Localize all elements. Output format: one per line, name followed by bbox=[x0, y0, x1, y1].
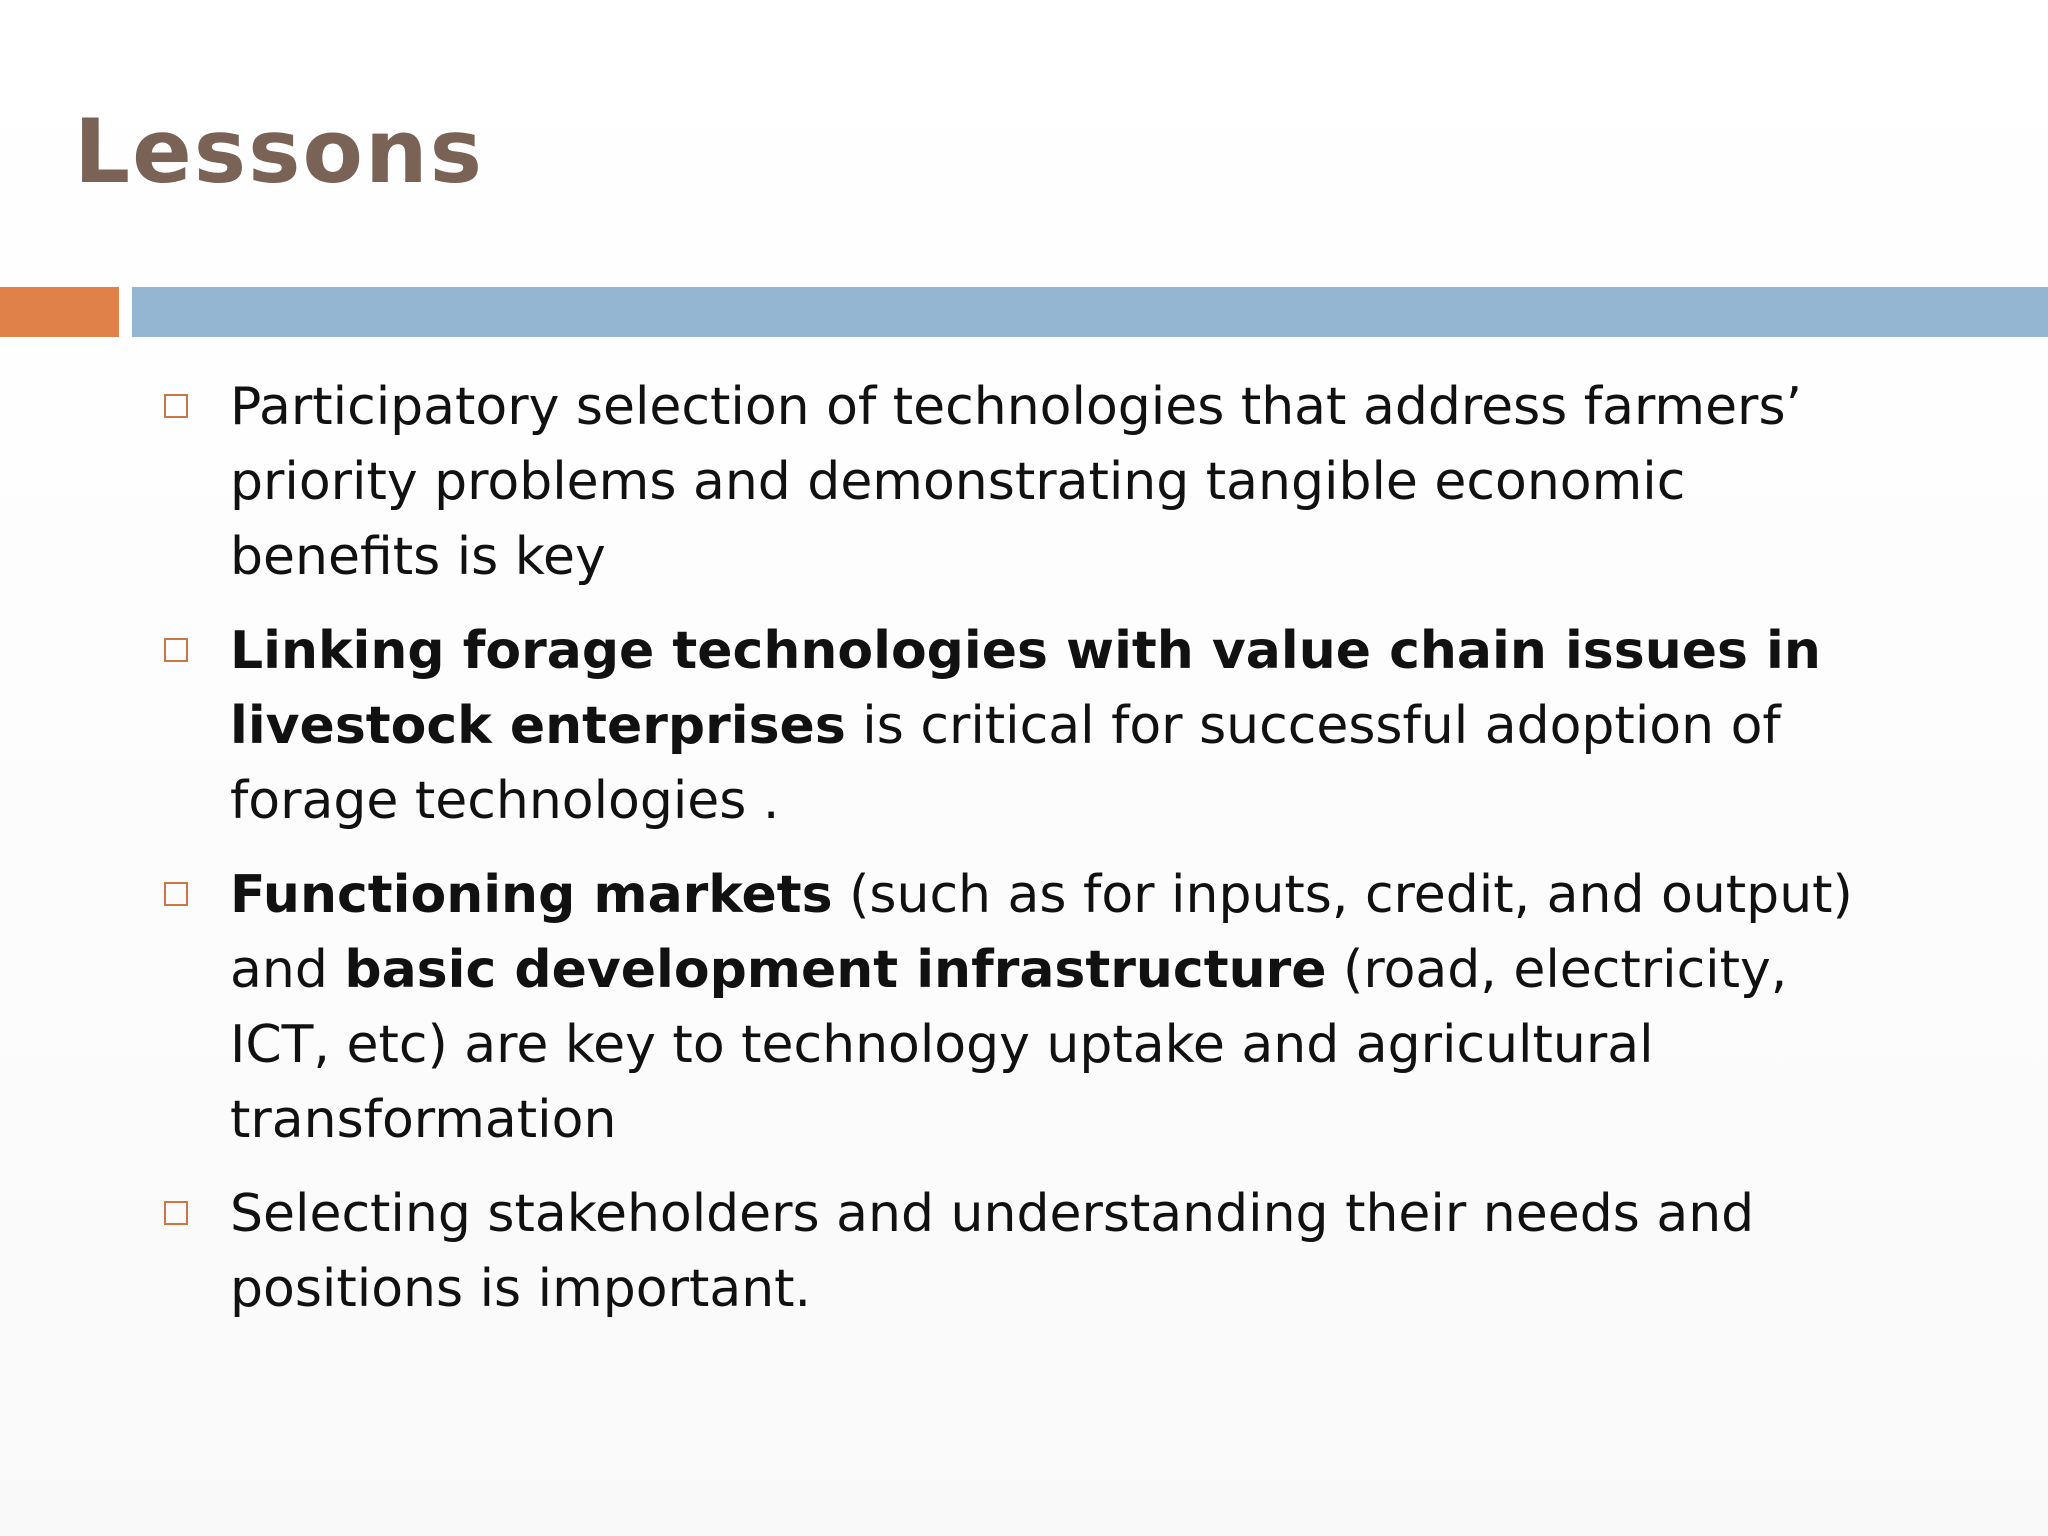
bullet-item bbox=[160, 1177, 1900, 1327]
bullet-text bbox=[230, 621, 1821, 831]
hollow-square-bullet-icon bbox=[164, 394, 188, 418]
bullet-list bbox=[160, 370, 1900, 1346]
bullet-text-part: Selecting stakeholders and understanding their needs and positions is important. bbox=[230, 1184, 1755, 1319]
hollow-square-bullet-icon bbox=[164, 638, 188, 662]
bullet-text bbox=[230, 377, 1802, 587]
hollow-square-bullet-icon bbox=[164, 882, 188, 906]
title-accent-bar bbox=[0, 287, 119, 337]
bullet-text-part: Participatory selection of technologies that address farmers’ priority problems and demonstrating tangible economic benefits is key bbox=[230, 377, 1803, 587]
hollow-square-bullet-icon bbox=[164, 1201, 188, 1225]
title-divider-bar bbox=[132, 287, 2048, 337]
bullet-text-part: is critical for successful adoption of forage technologies . bbox=[230, 696, 1781, 831]
bullet-text-bold-part: Functioning markets bbox=[230, 865, 833, 925]
bullet-text-part: (road, electricity, ICT, etc) are key to technology uptake and agricultural transformation bbox=[230, 940, 1788, 1150]
bullet-item bbox=[160, 614, 1900, 839]
bullet-text-part: (such as for inputs, credit, and output) and bbox=[230, 865, 1853, 1000]
bullet-item bbox=[160, 858, 1900, 1158]
bullet-text bbox=[230, 1184, 1754, 1319]
bullet-text-bold-part: Linking forage technologies with value chain issues in livestock enterprises bbox=[230, 621, 1821, 756]
bullet-text-bold-part: basic development infrastructure bbox=[344, 940, 1327, 1000]
bullet-item bbox=[160, 370, 1900, 595]
bullet-text bbox=[230, 865, 1853, 1150]
slide-title: Lessons bbox=[74, 100, 484, 203]
